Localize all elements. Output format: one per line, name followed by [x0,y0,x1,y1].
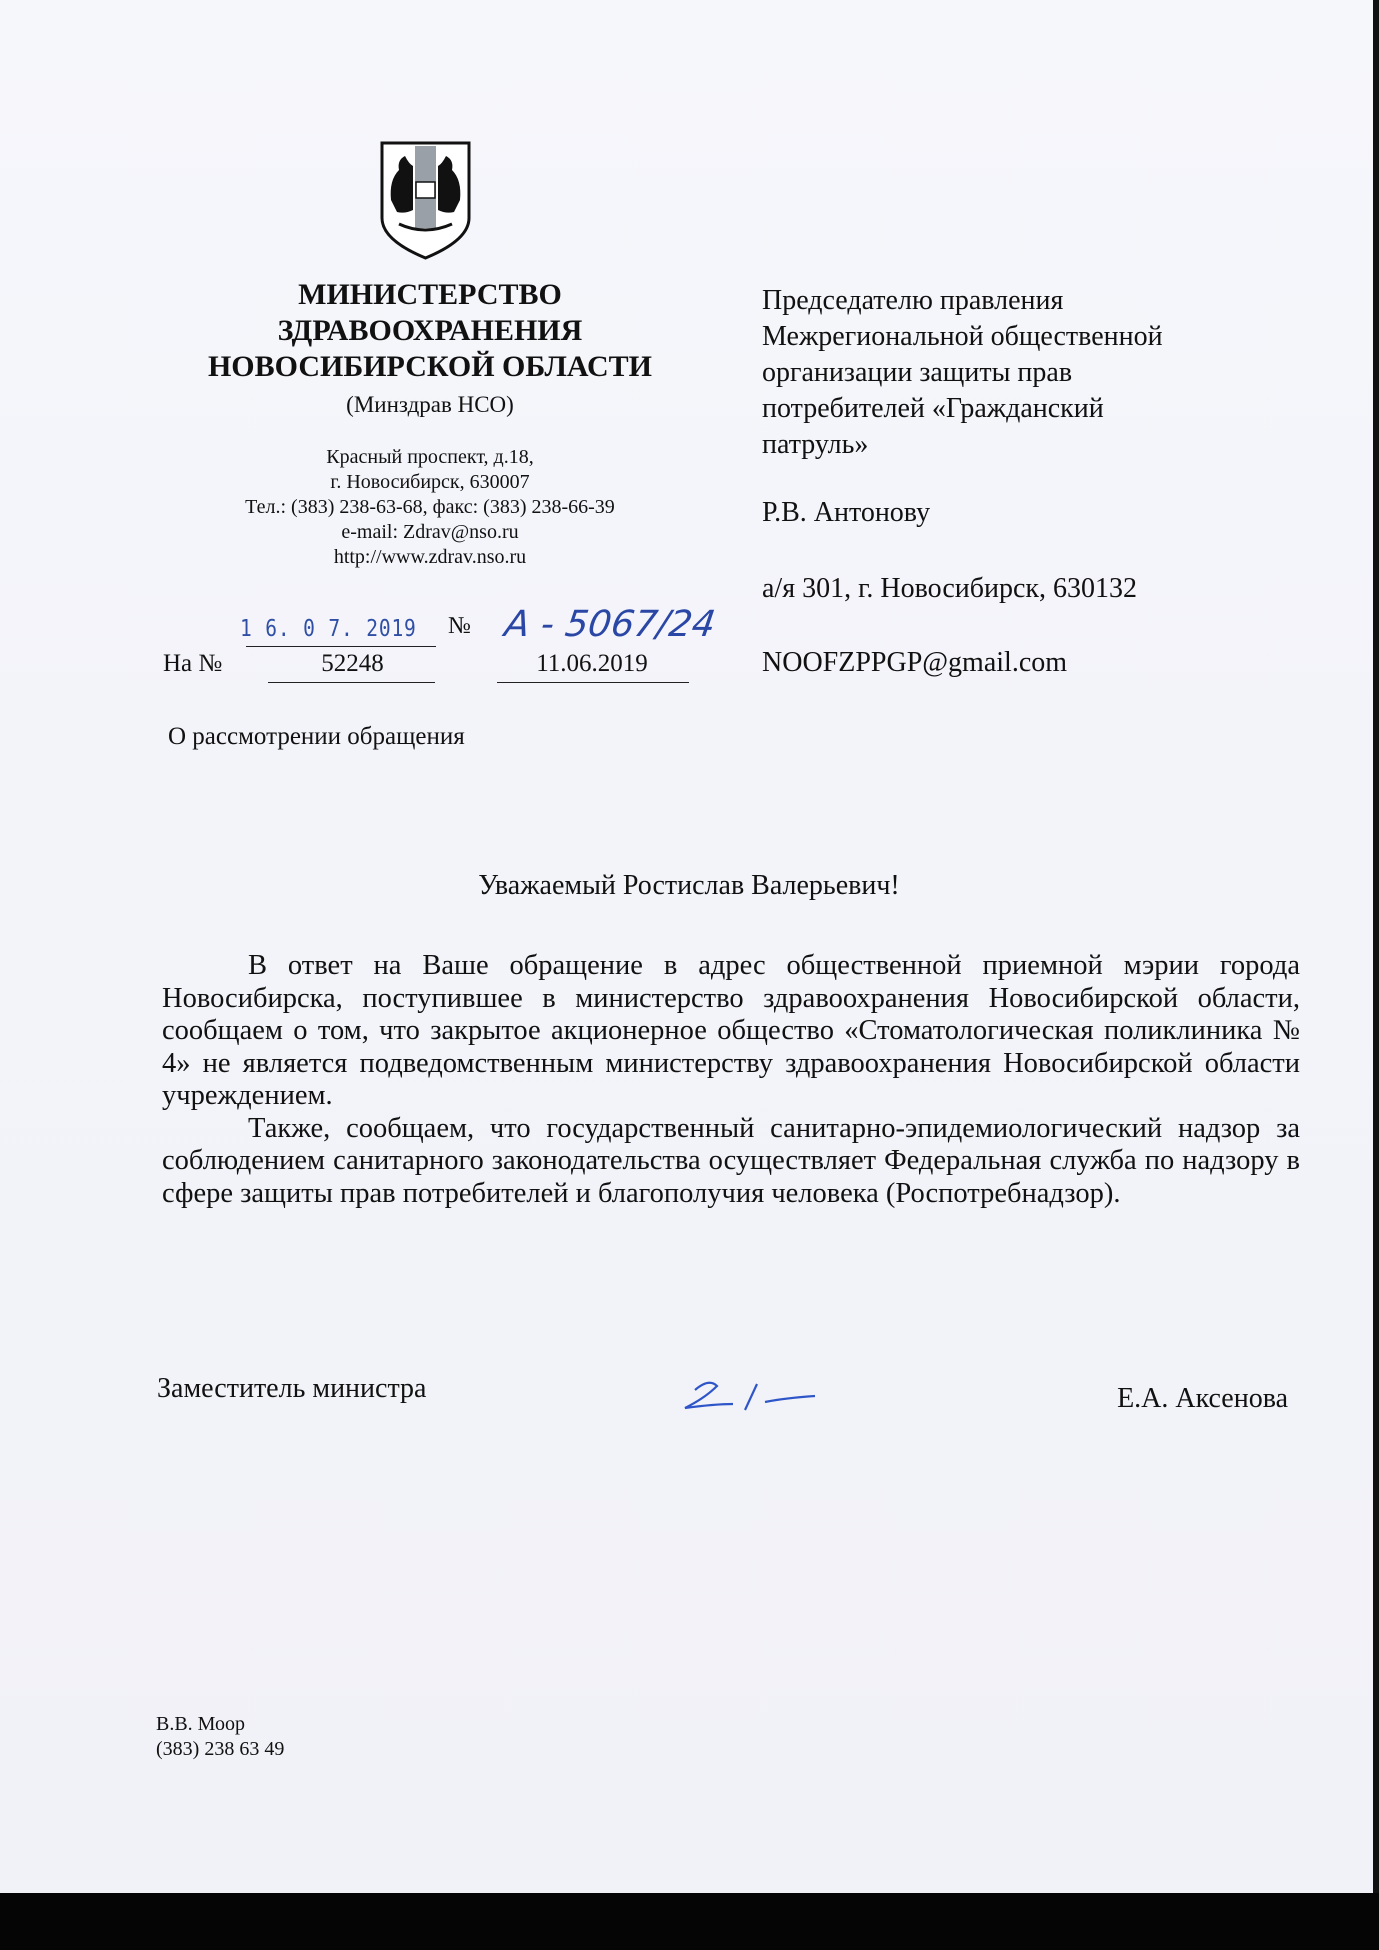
ministry-website: http://www.zdrav.nso.ru [333,546,527,568]
addressee-line-3: организации защиты прав [762,357,1073,388]
scan-border [0,1893,1379,1950]
ministry-contacts [150,445,710,570]
letter-greeting: Уважаемый Ростислав Валерьевич! [478,870,900,901]
letter-subject: О рассмотрении обращения [168,723,465,750]
letter-body [162,950,1300,1210]
ministry-name [150,277,710,385]
addressee-line-4: потребителей «Гражданский [762,393,1104,424]
registration-date-stamp: 1 6. 0 7. 2019 [240,616,417,642]
handwritten-signature-icon [675,1368,845,1428]
ministry-line-3: НОВОСИБИРСКОЙ ОБЛАСТИ [207,350,653,383]
coat-of-arms-icon [379,140,472,260]
ministry-line-1: МИНИСТЕРСТВО [298,278,562,311]
executor-info [156,1712,284,1762]
number-label: № [448,613,471,639]
date-underline [246,646,436,647]
scan-edge [1373,0,1379,1893]
addressee-postal: а/я 301, г. Новосибирск, 630132 [762,573,1138,604]
address-line-1: Красный проспект, д.18, [326,446,534,468]
signatory-name: Е.А. Аксенова [1117,1383,1288,1414]
address-line-2: г. Новосибирск, 630007 [330,471,530,493]
addressee-line-2: Межрегиональной общественной [762,321,1163,352]
executor-name: В.В. Моор [156,1713,245,1735]
executor-phone: (383) 238 63 49 [156,1738,285,1760]
body-paragraph-1: В ответ на Ваше обращение в адрес общественной приемной мэрии города Новосибирска, поступившее в министерство здравоохранения Новосибирской области, сообщаем о том, что закрытое акционерное общество «Стоматологическая поликлиника № 4» не является подведомственным министерству здравоохранения Новосибирской области учреждением. [162,950,1300,1111]
body-paragraph-2: Также, сообщаем, что государственный санитарно-эпидемиологический надзор за соблюдением санитарного законодательства осуществляет Федеральная служба по надзору в сфере защиты прав потребителей и благополучия человека (Роспотребнадзор). [162,1112,1300,1209]
signatory-title: Заместитель министра [157,1373,427,1404]
addressee-email: NOOFZPPGP@gmail.com [762,647,1068,678]
ministry-email: e-mail: Zdrav@nso.ru [341,521,519,543]
addressee-name: Р.В. Антонову [762,497,931,528]
addressee-block [762,283,1322,463]
ministry-line-2: ЗДРАВООХРАНЕНИЯ [277,314,583,347]
outgoing-number: А - 5067/24 [502,604,718,645]
addressee-line-5: патруль» [762,429,869,460]
ministry-short-name: (Минздрав НСО) [346,392,514,417]
phone-fax: Тел.: (383) 238-63-68, факс: (383) 238-66-39 [245,496,615,518]
addressee-line-1: Председателю правления [762,285,1064,316]
reply-label: На № [163,650,223,677]
reply-date-underline [497,682,689,683]
reply-number: 52248 [321,650,384,677]
reply-number-underline [268,682,435,683]
reply-date: 11.06.2019 [536,650,648,677]
